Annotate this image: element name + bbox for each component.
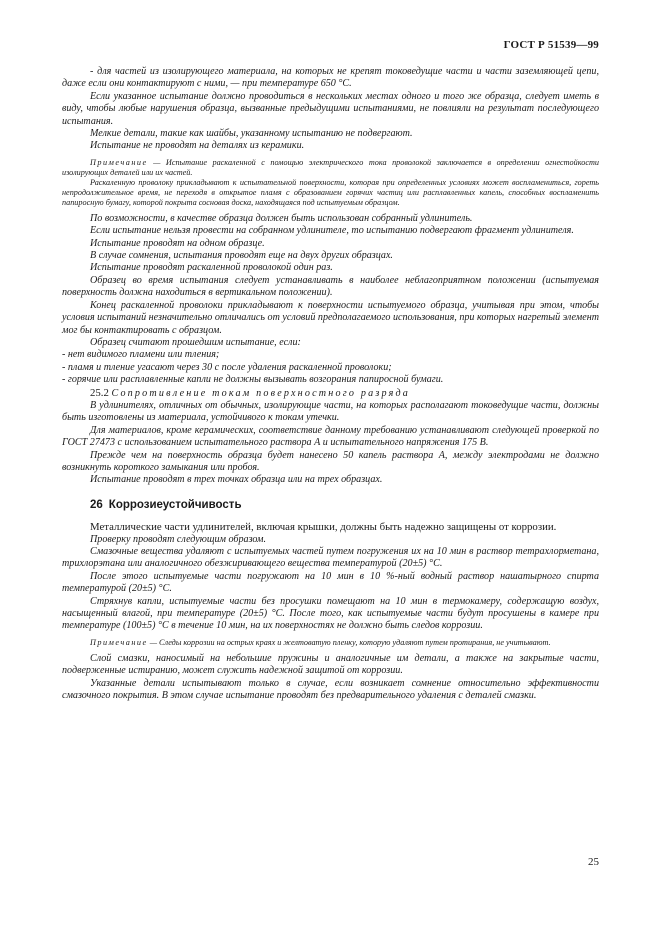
paragraph: Металлические части удлинителей, включая крышки, должны быть надежно защищены от коррозии.	[90, 520, 557, 533]
subsection-heading	[62, 387, 599, 400]
note-text: — Испытание раскаленной с помощью электрического тока проволокой заключается в определении огнестойкости изолирующих деталей или их частей.	[62, 157, 599, 177]
paragraph: Смазочные вещества удаляют с испытуемых частей путем погружения их на 10 мин в раствор тетрахлорметана, трихлорэтана или аналогичного обезжиривающего вещества температурой (20±5) °С.	[62, 545, 599, 570]
paragraph: Испытание проводят в трех точках образца или на трех образцах.	[90, 474, 383, 486]
paragraph: Образец считают прошедшим испытание, если:	[90, 336, 301, 348]
paragraph: Испытание проводят раскаленной проволокой один раз.	[90, 262, 333, 274]
paragraph: Мелкие детали, такие как шайбы, указанному испытанию не подвергают.	[90, 128, 413, 140]
note-label: Примечание	[90, 157, 148, 167]
list-item: - нет видимого пламени или тления;	[62, 349, 220, 361]
subsection-number: 25.2	[90, 386, 109, 399]
subsection-title: Сопротивление токам поверхностного разряда	[111, 387, 411, 399]
paragraph: После этого испытуемые части погружают на 10 мин в 10 %-ный водный раствор нашатырного спирта температурой (20±5) °С.	[62, 570, 599, 595]
page-content	[62, 66, 599, 702]
section-heading	[90, 499, 599, 511]
note-text: — Следы коррозии на острых краях и желтоватую пленку, которую удаляют путем протирания, не учитывают.	[147, 637, 551, 647]
note-paragraph: Раскаленную проволоку прикладывают к испытательной поверхности, которая при определенных условиях может воспламениться, гореть непродолжительное время, не переходя в открытое пламя с образованием горячих частиц или расплавленных капель, способных воспламенить папиросную бумагу, которой покрыта сосновая доска, находящаяся под испытуемым образцом.	[62, 177, 599, 207]
paragraph: Указанные детали испытывают только в случае, если возникает сомнение относительно эффективности смазочного покрытия. В этом случае испытание проводят без предварительного удаления с деталей смазки.	[62, 677, 599, 702]
page-number: 25	[588, 856, 599, 868]
paragraph: - для частей из изолирующего материала, на которых не крепят токоведущие части и части заземляющей цепи, даже если они контактируют с ними, — при температуре 650 °С.	[62, 66, 599, 90]
paragraph: Для материалов, кроме керамических, соответствие данному требованию устанавливают следующей проверкой по ГОСТ 27473 с использованием испытательного раствора А и испытательного напряжения 175 В.	[62, 424, 599, 449]
standard-header: ГОСТ Р 51539—99	[503, 39, 599, 51]
note-label: Примечание	[90, 637, 148, 647]
paragraph: Конец раскаленной проволоки прикладывают к поверхности испытуемого образца, учитывая при этом, чтобы условия испытаний незначительно отличались от условий предполагаемого использования, при которых нагретый элемент мог бы контактировать с образцом.	[62, 299, 599, 336]
paragraph: Испытание не проводят на деталях из керамики.	[90, 140, 305, 152]
paragraph: Если указанное испытание должно проводиться в нескольких местах одного и того же образца, следует иметь в виду, чтобы любые нарушения образца, вызванные предыдущими испытаниями, не повлияли на результат последующего испытания.	[62, 90, 599, 127]
paragraph: Прежде чем на поверхность образца будет нанесено 50 капель раствора А, между электродами не должно возникнуть короткого замыкания или пробоя.	[62, 449, 599, 473]
paragraph: Если испытание нельзя провести на собранном удлинителе, то испытанию подвергают фрагмент удлинителя.	[90, 225, 574, 237]
section-title: Коррозиеустойчивость	[108, 498, 242, 511]
paragraph: Слой смазки, наносимый на небольшие пружины и аналогичные им детали, а также на закрытые части, подверженные истиранию, может служить надежной защитой от коррозии.	[62, 652, 599, 677]
paragraph: По возможности, в качестве образца должен быть использован собранный удлинитель.	[90, 212, 473, 224]
note-paragraph	[62, 638, 599, 648]
list-item: - пламя и тление угасают через 30 с после удаления раскаленной проволоки;	[62, 361, 392, 373]
paragraph: Стряхнув капли, испытуемые части без просушки помещают на 10 мин в термокамеру, содержащую воздух, насыщенный влагой, при температуре (20±5) °С. После того, как испытуемые части будут просушены в камере при температуре (100±5) °С в течение 10 мин, на их поверхностях не должно быть следов коррозии.	[62, 595, 599, 632]
list-item: - горячие или расплавленные капли не должны вызывать возгорания папиросной бумаги.	[62, 374, 444, 386]
note-paragraph	[62, 158, 599, 178]
paragraph: В удлинителях, отличных от обычных, изолирующие части, на которых располагают токоведущие части, должны быть изготовлены из материала, устойчивого к токам утечки.	[62, 399, 599, 424]
paragraph: Образец во время испытания следует устанавливать в наиболее неблагоприятном положении (испытуемая поверхность должна находиться в вертикальном положении).	[62, 274, 599, 299]
paragraph: В случае сомнения, испытания проводят еще на двух других образцах.	[90, 250, 393, 262]
paragraph: Испытание проводят на одном образце.	[90, 237, 265, 249]
paragraph: Проверку проводят следующим образом.	[90, 533, 267, 545]
section-number: 26	[90, 498, 103, 511]
